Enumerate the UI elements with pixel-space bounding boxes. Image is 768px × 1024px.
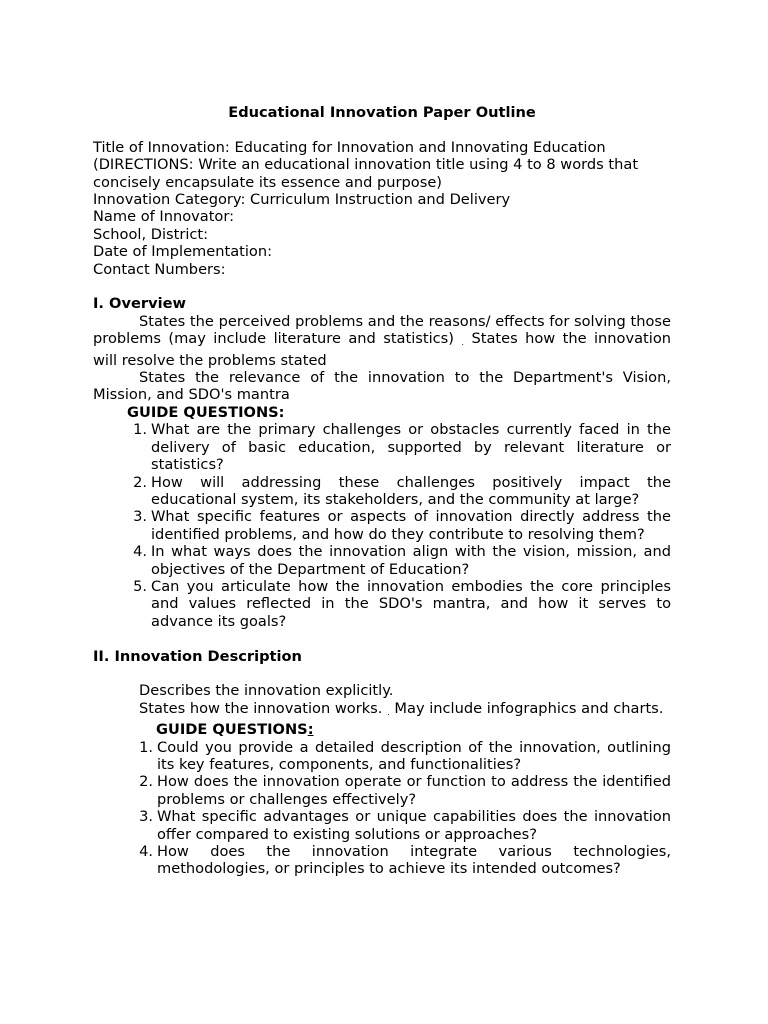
question-text: How does the innovation operate or function to address the identified problems or challenges effectively?	[157, 773, 671, 808]
description-line-2b: May include infographics and charts.	[394, 699, 664, 717]
innovation-category: Innovation Category: Curriculum Instruction and Delivery	[93, 191, 511, 209]
question-number: 4.	[139, 843, 153, 860]
question-number: 2.	[133, 473, 147, 491]
overview-paragraph-1	[93, 313, 671, 369]
question-number: 3.	[139, 808, 153, 826]
overview-question-list	[133, 421, 671, 630]
description-line-1: Describes the innovation explicitly.	[139, 682, 394, 700]
section-overview	[93, 295, 671, 630]
question-number: 4.	[133, 543, 147, 561]
description-guide-text: GUIDE QUESTIONS	[156, 721, 308, 739]
question-text: In what ways does the innovation align with the vision, mission, and objectives of the Department of Education?	[151, 543, 671, 578]
date-of-implementation: Date of Implementation:	[93, 243, 273, 261]
question-text: Can you articulate how the innovation embodies the core principles and values reflected in the SDO's mantra, and how it serves to advance its goals?	[151, 577, 671, 630]
description-question-list	[139, 738, 671, 878]
description-question	[139, 808, 671, 843]
document-title: Educational Innovation Paper Outline	[228, 104, 536, 121]
description-line-2	[93, 700, 671, 721]
question-text: What specific advantages or unique capabilities does the innovation offer compared to existing solutions or approaches?	[157, 808, 671, 843]
description-question	[139, 843, 671, 878]
overview-guide-label: GUIDE QUESTIONS:	[127, 403, 285, 421]
overview-question	[133, 473, 671, 509]
directions: (DIRECTIONS: Write an educational innovation title using 4 to 8 words that concisely encapsulate its essence and purpose)	[93, 156, 639, 191]
overview-question	[133, 543, 671, 578]
question-text: Could you provide a detailed description of the innovation, outlining its key features, components, and functionalities?	[157, 738, 671, 773]
question-text: How will addressing these challenges positively impact the educational system, its stakeholders, and the community at large?	[151, 473, 671, 508]
question-text: What specific features or aspects of innovation directly address the identified problems, and how do they contribute to resolving them?	[151, 508, 671, 543]
question-number: 1.	[139, 738, 153, 756]
overview-heading: I. Overview	[93, 295, 186, 313]
overview-paragraph-1a: States the perceived problems and the reasons/ effects for solving those problems (may include literature and statistics)	[93, 312, 671, 348]
question-text: What are the primary challenges or obstacles currently faced in the delivery of basic education, supported by relevant literature or statistics?	[151, 421, 671, 474]
description-heading: II. Innovation Description	[93, 647, 302, 665]
overview-question	[133, 508, 671, 543]
question-number: 3.	[133, 508, 147, 526]
description-question	[139, 738, 671, 774]
contact-numbers: Contact Numbers:	[93, 260, 226, 278]
description-line-2a: States how the innovation works.	[139, 699, 383, 717]
section-description	[93, 648, 671, 878]
question-number: 1.	[133, 421, 147, 439]
description-question	[139, 773, 671, 808]
question-number: 5.	[133, 577, 147, 595]
title-of-innovation: Title of Innovation: Educating for Innovation and Innovating Education	[93, 138, 606, 156]
overview-question	[133, 577, 671, 630]
innovation-info	[93, 139, 671, 278]
question-text: How does the innovation integrate various technologies, methodologies, or principles to achieve its intended outcomes?	[157, 843, 671, 878]
school-district: School, District:	[93, 225, 209, 243]
overview-question	[133, 421, 671, 474]
description-guide-colon: :	[307, 721, 314, 739]
bullet-glyph: ․	[461, 338, 465, 348]
name-of-innovator: Name of Innovator:	[93, 208, 235, 226]
overview-paragraph-2: States the relevance of the innovation to the Department's Vision, Mission, and SDO's mantra	[93, 369, 671, 404]
bullet-glyph: ․	[387, 707, 390, 717]
question-number: 2.	[139, 773, 153, 791]
overview-paragraph-1b: States how the innovation will resolve the problems stated	[93, 330, 671, 369]
document-body	[93, 104, 671, 878]
description-guide-label	[156, 721, 671, 738]
